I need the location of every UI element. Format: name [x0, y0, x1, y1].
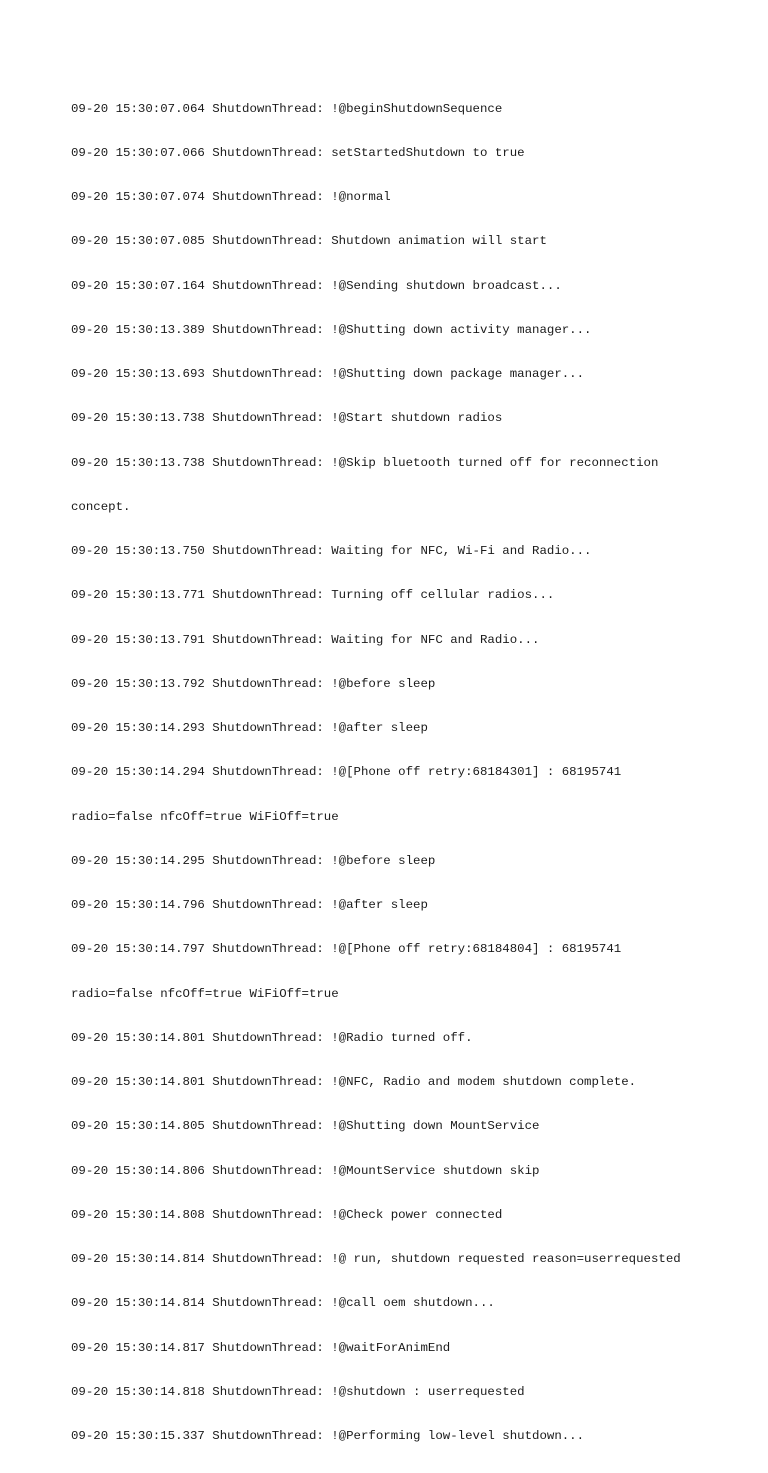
log-line: 09-20 15:30:13.791 ShutdownThread: Waiting for NFC and Radio...	[71, 632, 540, 647]
log-line: 09-20 15:30:13.750 ShutdownThread: Waiting for NFC, Wi-Fi and Radio...	[71, 544, 592, 558]
log-line: 09-20 15:30:14.806 ShutdownThread: !@MountService shutdown skip	[71, 1163, 540, 1178]
log-line: 09-20 15:30:14.294 ShutdownThread: !@[Phone off retry:68184301] : 68195741	[71, 765, 622, 780]
log-line-continuation: radio=false nfcOff=true WiFiOff=true	[71, 986, 339, 1001]
log-line: 09-20 15:30:14.293 ShutdownThread: !@after sleep	[71, 721, 428, 735]
log-line: 09-20 15:30:14.295 ShutdownThread: !@before sleep	[71, 853, 436, 868]
log-line: 09-20 15:30:07.064 ShutdownThread: !@beginShutdownSequence	[71, 101, 503, 116]
log-line: 09-20 15:30:14.801 ShutdownThread: !@Radio turned off.	[71, 1030, 473, 1045]
log-line: 09-20 15:30:14.805 ShutdownThread: !@Shutting down MountService	[71, 1119, 540, 1134]
log-line: 09-20 15:30:14.814 ShutdownThread: !@call oem shutdown...	[71, 1296, 495, 1311]
log-line: 09-20 15:30:07.066 ShutdownThread: setStartedShutdown to true	[71, 145, 525, 160]
log-text-block	[71, 72, 751, 1473]
log-line: 09-20 15:30:13.738 ShutdownThread: !@Skip bluetooth turned off for reconnection	[71, 455, 659, 470]
log-line: 09-20 15:30:15.337 ShutdownThread: !@Performing low-level shutdown...	[71, 1429, 585, 1443]
log-line: 09-20 15:30:13.693 ShutdownThread: !@Shutting down package manager...	[71, 367, 585, 381]
log-line-continuation: concept.	[71, 499, 131, 514]
log-line-continuation: radio=false nfcOff=true WiFiOff=true	[71, 809, 339, 824]
log-line: 09-20 15:30:13.771 ShutdownThread: Turning off cellular radios...	[71, 588, 555, 603]
log-line: 09-20 15:30:07.085 ShutdownThread: Shutdown animation will start	[71, 234, 547, 249]
log-line: 09-20 15:30:07.074 ShutdownThread: !@normal	[71, 190, 391, 204]
log-line: 09-20 15:30:14.814 ShutdownThread: !@ run, shutdown requested reason=userrequested	[71, 1252, 681, 1266]
log-line: 09-20 15:30:13.792 ShutdownThread: !@before sleep	[71, 676, 436, 691]
log-line: 09-20 15:30:13.738 ShutdownThread: !@Start shutdown radios	[71, 411, 503, 426]
log-line: 09-20 15:30:14.796 ShutdownThread: !@after sleep	[71, 898, 428, 912]
log-line: 09-20 15:30:14.818 ShutdownThread: !@shutdown : userrequested	[71, 1384, 525, 1399]
log-line: 09-20 15:30:14.801 ShutdownThread: !@NFC, Radio and modem shutdown complete.	[71, 1075, 637, 1089]
log-line: 09-20 15:30:07.164 ShutdownThread: !@Sending shutdown broadcast...	[71, 278, 562, 293]
log-line: 09-20 15:30:14.817 ShutdownThread: !@waitForAnimEnd	[71, 1340, 451, 1355]
log-line: 09-20 15:30:13.389 ShutdownThread: !@Shutting down activity manager...	[71, 322, 592, 337]
log-line: 09-20 15:30:14.797 ShutdownThread: !@[Phone off retry:68184804] : 68195741	[71, 942, 622, 957]
log-line: 09-20 15:30:14.808 ShutdownThread: !@Check power connected	[71, 1207, 503, 1222]
